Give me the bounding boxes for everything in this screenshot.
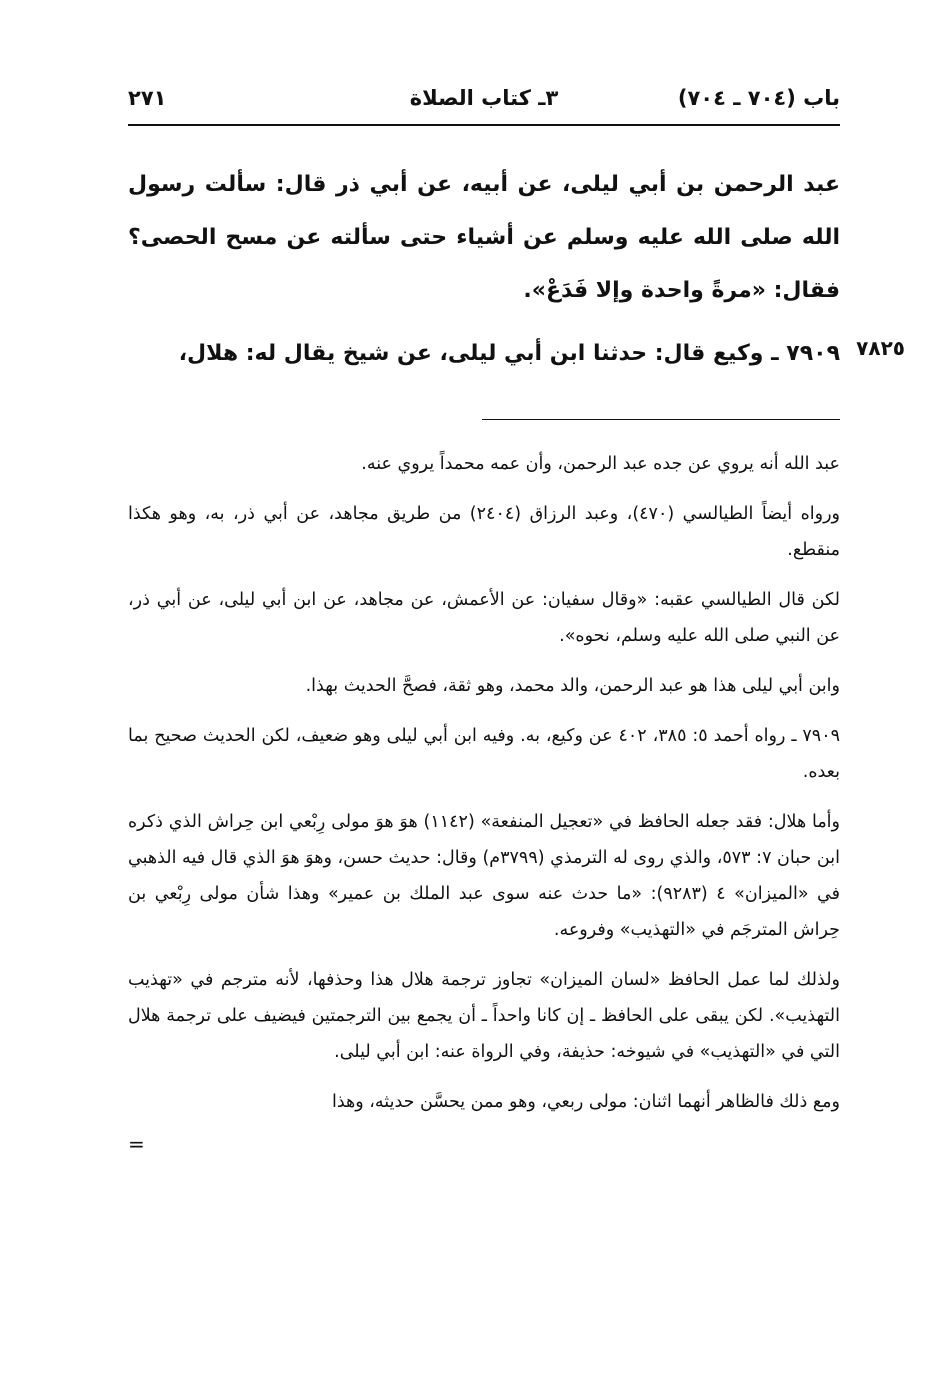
footnote-paragraph: وأما هلال: فقد جعله الحافظ في «تعجيل المنفعة» (١١٤٢) هوَ هوَ مولى رِبْعي ابن حِراش الذي ذكره ابن حبان ٧: ٥٧٣، والذي روى له الترمذي (٣٧٩٩م) وقال: حديث حسن، وهوَ هوَ الذي قال فيه الذهبي في «الميزان» ٤ (٩٢٨٣): «ما حدث عنه سوى عبد الملك بن عمير» وهذا شأن مولى رِبْعي بن حِراش المترجَم في «التهذيب» وفروعه. <box>128 812 841 940</box>
hadith-entry <box>128 330 840 378</box>
hadith-number: ٧٩٠٩ <box>786 341 840 366</box>
chapter-title: باب (٧٠٤ ـ ٧٠٤) <box>677 86 840 110</box>
footnote-divider <box>482 419 840 420</box>
footnote-paragraph: ورواه أيضاً الطيالسي (٤٧٠)، وعبد الرزاق (٢٤٠٤) من طريق مجاهد، عن أبي ذر، به، وهو هكذا منقطع. <box>128 504 840 560</box>
page-number: ٢٧١ <box>128 86 167 110</box>
header-divider <box>128 124 840 126</box>
margin-number: ٧٨٢٥ <box>856 336 905 360</box>
book-title: ٣ـ كتاب الصلاة <box>409 86 559 110</box>
footnote-paragraph: لكن قال الطيالسي عقبه: «وقال سفيان: عن الأعمش، عن مجاهد، عن ابن أبي ليلى، عن أبي ذر، عن النبي صلى الله عليه وسلم، نحوه». <box>128 590 840 646</box>
footnotes <box>128 446 840 1162</box>
footnote-paragraph: عبد الله أنه يروي عن جده عبد الرحمن، وأن عمه محمداً يروي عنه. <box>361 454 840 474</box>
continuation-mark: = <box>128 1132 145 1156</box>
footnote-paragraph: ومع ذلك فالظاهر أنهما اثنان: مولى ربعي، وهو ممن يحسَّن حديثه، وهذا <box>331 1092 840 1112</box>
hadith-text: ـ وكيع قال: حدثنا ابن أبي ليلى، عن شيخ يقال له: هلال، <box>178 341 779 366</box>
main-paragraph: عبد الرحمن بن أبي ليلى، عن أبيه، عن أبي ذر قال: سألت رسول الله صلى الله عليه وسلم عن أشياء حتى سألته عن مسح الحصى؟ فقال: «مرةً واحدة وإلا فَدَعْ». <box>128 172 840 303</box>
running-header <box>128 80 840 120</box>
footnote-paragraph: وابن أبي ليلى هذا هو عبد الرحمن، والد محمد، وهو ثقة، فصحَّ الحديث بهذا. <box>305 676 840 696</box>
footnote-paragraph: ولذلك لما عمل الحافظ «لسان الميزان» تجاوز ترجمة هلال هذا وحذفها، لأنه مترجم في «تهذيب التهذيب». لكن يبقى على الحافظ ـ إن كانا واحداً ـ أن يجمع بين الترجمتين فيضيف على ترجمة هلال التي في «التهذيب» في شيوخه: حذيفة، وفي الرواة عنه: ابن أبي ليلى. <box>128 970 840 1062</box>
main-text <box>128 158 840 317</box>
footnote-paragraph: ٧٩٠٩ ـ رواه أحمد ٥: ٣٨٥، ٤٠٢ عن وكيع، به. وفيه ابن أبي ليلى وهو ضعيف، لكن الحديث صحيح بما بعده. <box>128 726 840 782</box>
